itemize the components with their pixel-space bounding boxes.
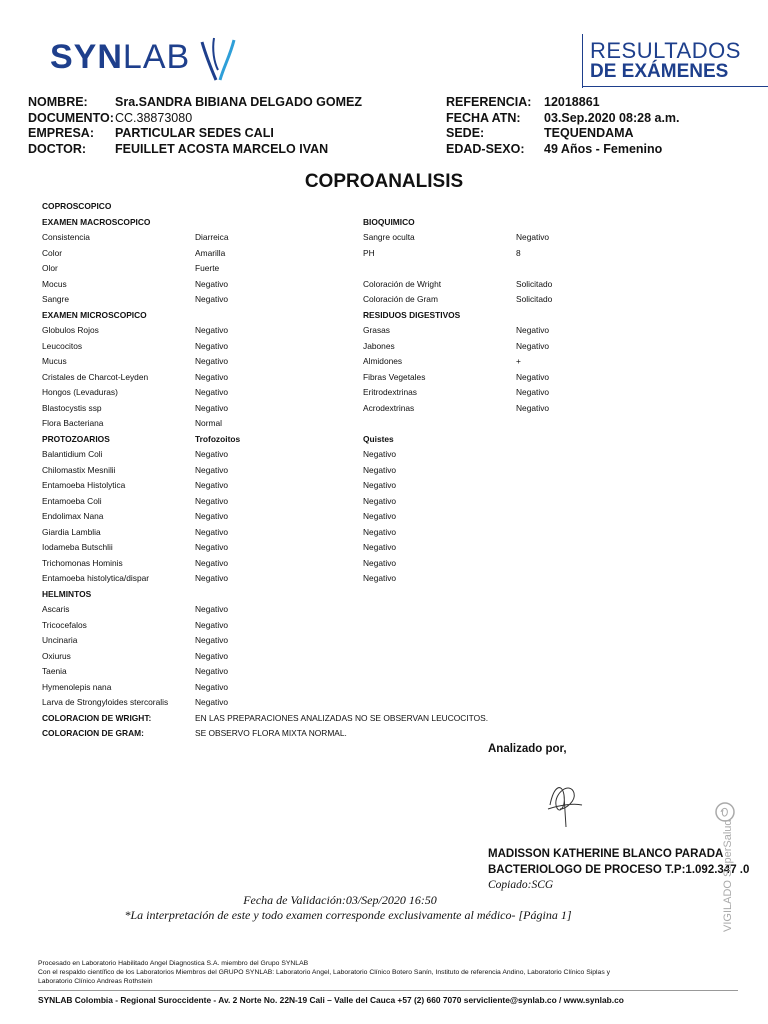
doctor-label: DOCTOR: — [28, 142, 87, 156]
cell-col1: Color — [42, 247, 63, 258]
table-row — [0, 370, 768, 386]
nombre-value: Sra.SANDRA BIBIANA DELGADO GOMEZ — [115, 95, 363, 109]
cell-col2: Diarreica — [195, 232, 229, 242]
cell-col1: Entamoeba Coli — [42, 495, 102, 506]
cell-col1: Chilomastix Mesnilii — [42, 464, 116, 475]
cell-col3: Almidones — [363, 356, 403, 366]
cell-col1: Larva de Strongyloides stercoralis — [42, 697, 169, 707]
validation-date: Fecha de Validación:03/Sep/2020 16:50 — [243, 893, 437, 907]
cell-col1: Balantidium Coli — [42, 449, 103, 459]
cell-col4: Negativo — [516, 387, 550, 397]
table-row — [0, 680, 768, 696]
table-row — [0, 230, 768, 246]
cell-col2: Negativo — [195, 480, 229, 490]
referencia-value: 12018861 — [544, 95, 600, 109]
table-row — [0, 478, 768, 494]
logo-thin-text: LAB — [122, 38, 191, 76]
cell-col1: Blastocystis ssp — [42, 402, 102, 413]
logo-bold-text: SYN — [50, 38, 123, 76]
cell-col1: Leucocitos — [42, 340, 83, 351]
cell-col1: COLORACION DE WRIGHT: — [42, 712, 152, 723]
signature-image — [540, 775, 590, 835]
cell-col1: Consistencia — [42, 232, 90, 242]
cell-col2: Negativo — [195, 340, 229, 351]
cell-col3: Quistes — [363, 433, 394, 444]
cell-col2: Negativo — [195, 356, 229, 366]
cell-col2: Negativo — [195, 526, 229, 537]
cell-col3: Coloración de Wright — [363, 278, 442, 289]
cell-col3: Coloración de Gram — [363, 294, 438, 304]
interpretation-note: *La interpretación de este y todo examen corresponde exclusivamente al médico- [Página 1] — [124, 908, 572, 922]
table-row — [0, 385, 768, 401]
empresa-value: PARTICULAR SEDES CALI — [115, 126, 274, 140]
cell-col4: Negativo — [516, 232, 550, 242]
table-row — [0, 199, 768, 215]
fecha-label: FECHA ATN: — [446, 111, 521, 125]
table-row — [0, 571, 768, 587]
signer-role: BACTERIOLOGO DE PROCESO T.P:1.092.347 .0 — [488, 864, 750, 876]
table-row — [0, 401, 768, 417]
table-row — [0, 354, 768, 370]
analizado-por-label: Analizado por, — [488, 743, 567, 755]
table-row — [0, 463, 768, 479]
cell-col2: Amarilla — [195, 247, 226, 258]
documento-value: CC.38873080 — [115, 111, 193, 125]
cell-col3: Negativo — [363, 557, 397, 568]
cell-col1: Entamoeba histolytica/dispar — [42, 573, 150, 583]
footer-line2: Con el respaldo científico de los Laboratorios Miembros del GRUPO SYNLAB: Laboratorio Angel, Laboratorio Clínico Botero Sanín, Instituto de referencia Andino, Laboratorio Clínico Siplas y — [38, 969, 611, 976]
cell-col1: Hongos (Levaduras) — [42, 387, 118, 397]
cell-col2: Negativo — [195, 573, 229, 583]
documento-label: DOCUMENTO: — [28, 111, 114, 125]
cell-col4: Negativo — [516, 325, 550, 335]
report-title-line1: RESULTADOS — [590, 38, 741, 63]
doctor-value: FEUILLET ACOSTA MARCELO IVAN — [115, 142, 329, 156]
supersalud-seal-icon — [705, 800, 745, 935]
table-row — [0, 726, 768, 742]
signer-name: MADISSON KATHERINE BLANCO PARADA — [488, 848, 724, 860]
cell-col3: Negativo — [363, 464, 397, 475]
cell-col3: Negativo — [363, 449, 397, 459]
cell-col1: Sangre — [42, 294, 70, 304]
cell-col2: Negativo — [195, 495, 229, 506]
cell-col2: Negativo — [195, 635, 229, 645]
sede-value: TEQUENDAMA — [544, 126, 634, 140]
table-row — [0, 664, 768, 680]
cell-col1: Tricocefalos — [42, 619, 87, 630]
cell-col1: COLORACION DE GRAM: — [42, 728, 144, 738]
copiado: Copiado:SCG — [488, 879, 554, 891]
cell-col1: Flora Bacteriana — [42, 418, 104, 428]
table-row — [0, 540, 768, 556]
cell-col3: Negativo — [363, 526, 397, 537]
footer-divider — [38, 990, 738, 991]
cell-col2: Normal — [195, 418, 222, 428]
cell-col1: PROTOZOARIOS — [42, 433, 110, 444]
cell-col2: Negativo — [195, 511, 229, 521]
cell-col3: PH — [363, 247, 375, 258]
cell-col2: Negativo — [195, 402, 229, 413]
title-box-divider — [582, 34, 583, 88]
cell-col2: Negativo — [195, 325, 229, 335]
footer-contact: SYNLAB Colombia - Regional Suroccidente - Av. 2 Norte No. 22N-19 Cali – Valle del Cauca +57 (2) 660 7070 servicliente@synlab.co / www.synlab.co — [38, 995, 624, 1005]
cell-col2: EN LAS PREPARACIONES ANALIZADAS NO SE OBSERVAN LEUCOCITOS. — [195, 712, 489, 723]
cell-col2: Negativo — [195, 542, 229, 552]
synlab-logo — [50, 38, 190, 77]
cell-col3: Negativo — [363, 495, 397, 506]
edad-value: 49 Años - Femenino — [544, 142, 663, 156]
cell-col1: Uncinaria — [42, 635, 78, 645]
referencia-label: REFERENCIA: — [446, 95, 532, 109]
table-row — [0, 711, 768, 727]
table-row — [0, 261, 768, 277]
cell-col3: Sangre oculta — [363, 232, 415, 242]
cell-col1: Mocus — [42, 278, 67, 289]
nombre-label: NOMBRE: — [28, 95, 88, 109]
cell-col2: SE OBSERVO FLORA MIXTA NORMAL. — [195, 728, 347, 738]
sede-label: SEDE: — [446, 126, 485, 140]
cell-col3: RESIDUOS DIGESTIVOS — [363, 309, 461, 320]
table-row — [0, 602, 768, 618]
cell-col1: Mucus — [42, 356, 67, 366]
cell-col1: Trichomonas Hominis — [42, 557, 123, 568]
cell-col1: Ascaris — [42, 604, 70, 614]
cell-col2: Negativo — [195, 294, 229, 304]
title-box-underline — [582, 86, 768, 87]
cell-col3: Fibras Vegetales — [363, 371, 426, 382]
cell-col2: Negativo — [195, 387, 229, 397]
cell-col2: Negativo — [195, 464, 229, 475]
table-row — [0, 509, 768, 525]
cell-col1: Cristales de Charcot-Leyden — [42, 371, 149, 382]
footer-line1: Procesado en Laboratorio Habilitado Angel Diagnostica S.A. miembro del Grupo SYNLAB — [38, 960, 309, 967]
cell-col1: Iodameba Butschlii — [42, 542, 113, 552]
cell-col1: Olor — [42, 263, 58, 273]
cell-col4: Negativo — [516, 402, 550, 413]
cell-col2: Negativo — [195, 371, 229, 382]
cell-col2: Negativo — [195, 449, 229, 459]
cell-col2: Negativo — [195, 619, 229, 630]
cell-col2: Negativo — [195, 666, 229, 676]
cell-col4: Solicitado — [516, 278, 553, 289]
cell-col1: HELMINTOS — [42, 588, 92, 599]
cell-col4: 8 — [516, 247, 521, 258]
cell-col2: Negativo — [195, 278, 229, 289]
report-title-line2: DE EXÁMENES — [590, 61, 729, 82]
cell-col2: Negativo — [195, 557, 229, 568]
footer-line3: Laboratorio Clínico Andreas Rothstein — [38, 978, 153, 985]
cell-col3: Negativo — [363, 573, 397, 583]
table-row — [0, 308, 768, 324]
edad-label: EDAD-SEXO: — [446, 142, 525, 156]
table-row — [0, 525, 768, 541]
cell-col3: Acrodextrinas — [363, 402, 415, 413]
cell-col3: Grasas — [363, 325, 390, 335]
table-row — [0, 649, 768, 665]
cell-col4: + — [516, 356, 521, 366]
cell-col4: Solicitado — [516, 294, 553, 304]
empresa-label: EMPRESA: — [28, 126, 94, 140]
cell-col1: Globulos Rojos — [42, 325, 99, 335]
cell-col2: Negativo — [195, 681, 229, 692]
cell-col1: Endolimax Nana — [42, 511, 104, 521]
table-row — [0, 587, 768, 603]
cell-col1: Oxiurus — [42, 650, 71, 661]
table-row — [0, 447, 768, 463]
table-row — [0, 432, 768, 448]
table-row — [0, 292, 768, 308]
cell-col4: Negativo — [516, 340, 550, 351]
cell-col4: Negativo — [516, 371, 550, 382]
seal-text: VIGILADO SuperSalud — [722, 819, 734, 932]
cell-col1: EXAMEN MACROSCOPICO — [42, 216, 151, 227]
cell-col2: Negativo — [195, 604, 229, 614]
table-row — [0, 618, 768, 634]
cell-col2: Negativo — [195, 650, 229, 661]
cell-col1: EXAMEN MICROSCOPICO — [42, 309, 147, 320]
table-row — [0, 695, 768, 711]
cell-col1: Giardia Lamblia — [42, 526, 101, 537]
table-row — [0, 339, 768, 355]
cell-col3: Eritrodextrinas — [363, 387, 417, 397]
table-row — [0, 277, 768, 293]
cell-col1: Hymenolepis nana — [42, 681, 112, 692]
cell-col1: COPROSCOPICO — [42, 201, 112, 211]
cell-col3: Jabones — [363, 340, 395, 351]
table-row — [0, 633, 768, 649]
cell-col1: Taenia — [42, 666, 67, 676]
cell-col2: Fuerte — [195, 263, 220, 273]
fecha-value: 03.Sep.2020 08:28 a.m. — [544, 111, 680, 125]
cell-col3: Negativo — [363, 511, 397, 521]
table-row — [0, 246, 768, 262]
table-row — [0, 416, 768, 432]
synlab-leaf-icon — [198, 36, 238, 82]
cell-col2: Negativo — [195, 697, 229, 707]
exam-title: COPROANALISIS — [304, 171, 464, 192]
cell-col3: Negativo — [363, 480, 397, 490]
table-row — [0, 215, 768, 231]
table-row — [0, 323, 768, 339]
cell-col3: Negativo — [363, 542, 397, 552]
cell-col3: BIOQUIMICO — [363, 216, 415, 227]
table-row — [0, 494, 768, 510]
cell-col2: Trofozoitos — [195, 433, 241, 444]
table-row — [0, 556, 768, 572]
cell-col1: Entamoeba Histolytica — [42, 480, 126, 490]
